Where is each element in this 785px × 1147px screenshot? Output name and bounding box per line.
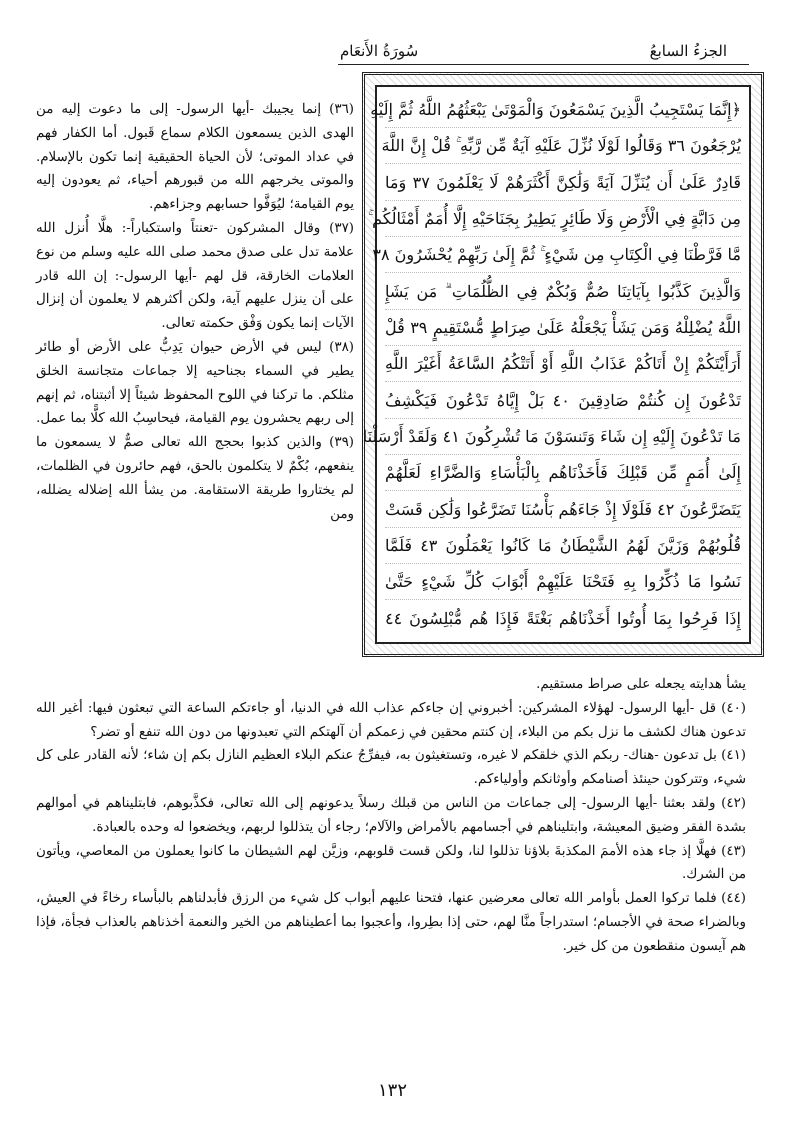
quran-text-block [362, 85, 751, 644]
tafsir-paragraph: (٣٧) وقال المشركون -تعنتاً واستكباراً-: هلَّا أُنزل الله علامة تدل على صدق محمد صلى الله عليه وسلم من نوع العلامات الخارقة، قل لهم -أيها الرسول-: إن الله قادر على أن ينزل عليهم آية، ولكن أكثرهم لا يعلمون أن إنزال الآيات إنما يكون وَفْق حكمته تعالى. [36, 220, 354, 332]
surah-header: سُورَةُ الأَنعَام [340, 42, 419, 60]
quran-line: ﴿إِنَّمَا يَسْتَجِيبُ الَّذِينَ يَسْمَعُونَ وَالْمَوْتَىٰ يَبْعَثُهُمُ اللَّهُ ثُمَّ إِلَيْهِ [385, 93, 741, 128]
quran-line: نَسُوا مَا ذُكِّرُوا بِهِ فَتَحْنَا عَلَيْهِمْ أَبْوَابَ كُلِّ شَيْءٍ حَتَّىٰ [385, 565, 741, 600]
header-rule [338, 64, 749, 65]
tafsir-side-column [36, 98, 354, 526]
juz-header: الجزءُ السابعُ [649, 42, 727, 60]
quran-line: مِن دَابَّةٍ فِي الْأَرْضِ وَلَا طَائِرٍ يَطِيرُ بِجَنَاحَيْهِ إِلَّا أُمَمٌ أَمْثَالُكُم ۚ [385, 202, 741, 237]
quran-frame [362, 72, 764, 657]
quran-line: تَدْعُونَ إِن كُنتُمْ صَادِقِينَ ٤٠ بَلْ إِيَّاهُ تَدْعُونَ فَيَكْشِفُ [385, 384, 741, 419]
tafsir-paragraph: (٤٤) فلما تركوا العمل بأوامر الله تعالى معرضين عنها، فتحنا عليهم أبواب كل شيء من الرزق فأبدلناهم بالبأساء رخاءً في العيش، وبالضراء صحة في الأجسام؛ استدراجاً منَّا لهم، حتى إذا بطِروا، وأعجبوا بما أعطيناهم من الخير والنعمة أخذناهم بالعذاب فجأة، فإذا هم آيسون منقطعون من كل خير. [36, 891, 746, 954]
tafsir-paragraph: يشأ هدايته يجعله على صراط مستقيم. [536, 677, 746, 692]
tafsir-paragraph: (٤٣) فهلَّا إذ جاء هذه الأممَ المكذبةَ بلاؤنا تذللوا لنا، ولكن قست قلوبهم، وزيَّن لهم الشيطان ما كانوا يعملون من المعاصي، ويأتون من الشرك. [36, 843, 746, 883]
quran-line: إِلَىٰ أُمَمٍ مِّن قَبْلِكَ فَأَخَذْنَاهُم بِالْبَأْسَاءِ وَالضَّرَّاءِ لَعَلَّهُمْ [385, 456, 741, 491]
quran-line: مَّا فَرَّطْنَا فِي الْكِتَابِ مِن شَيْءٍ ۚ ثُمَّ إِلَىٰ رَبِّهِمْ يُحْشَرُونَ ٣٨ [385, 238, 741, 273]
quran-line: قُلُوبُهُمْ وَزَيَّنَ لَهُمُ الشَّيْطَانُ مَا كَانُوا يَعْمَلُونَ ٤٣ فَلَمَّا [385, 529, 741, 564]
tafsir-bottom-block [36, 673, 746, 959]
quran-line: وَالَّذِينَ كَذَّبُوا بِآيَاتِنَا صُمٌّ وَبُكْمٌ فِي الظُّلُمَاتِ ۗ مَن يَشَإِ [385, 275, 741, 310]
quran-line: يَتَضَرَّعُونَ ٤٢ فَلَوْلَا إِذْ جَاءَهُم بَأْسُنَا تَضَرَّعُوا وَلَٰكِن قَسَتْ [385, 493, 741, 528]
tafsir-paragraph: (٤٢) ولقد بعثنا -أيها الرسول- إلى جماعات من الناس من قبلك رسلاً يدعونهم إلى الله تعالى، فكذَّبوهم، فابتليناهم في أموالهم بشدة الفقر وضيق المعيشة، وابتليناهم في أجسامهم بالأمراض والآلام؛ رجاء أن يتذللوا لربهم، ويخضعوا له وحده بالعبادة. [36, 795, 746, 835]
page-number [0, 1080, 785, 1101]
tafsir-paragraph: (٤١) بل تدعون -هناك- ربكم الذي خلقكم لا غيره، وتستغيثون به، فيفرِّجُ عنكم البلاء العظيم النازل بكم إن شاء؛ لأنه القادر على كل شيء، وتتركون حينئذ أصنامكم وأوثانكم وأولياءكم. [36, 748, 746, 788]
page-number-text: ١٣٢ [377, 1080, 407, 1101]
quran-line: اللَّهُ يُضْلِلْهُ وَمَن يَشَأْ يَجْعَلْهُ عَلَىٰ صِرَاطٍ مُّسْتَقِيمٍ ٣٩ قُلْ [385, 311, 741, 346]
tafsir-paragraph: (٣٦) إنما يجيبك -أيها الرسول- إلى ما دعوت إليه من الهدى الذين يسمعون الكلام سماع قَبول. أما الكفار فهم في عداد الموتى؛ لأن الحياة الحقيقية إنما تكون بالإسلام. والموتى يخرجهم الله من قبورهم أحياء، ثم يعودون إليه يوم القيامة؛ ليُوَفَّوا حسابهم وجزاءهم. [36, 102, 354, 213]
quran-line: إِذَا فَرِحُوا بِمَا أُوتُوا أَخَذْنَاهُم بَغْتَةً فَإِذَا هُم مُّبْلِسُونَ ٤٤ [385, 608, 741, 628]
quran-line: قَادِرٌ عَلَىٰ أَن يُنَزِّلَ آيَةً وَلَٰكِنَّ أَكْثَرَهُمْ لَا يَعْلَمُونَ ٣٧ وَمَا [385, 166, 741, 201]
tafsir-paragraph: (٤٠) قل -أيها الرسول- لهؤلاء المشركين: أخبروني إن جاءكم عذاب الله في الدنيا، أو جاءتكم الساعة التي تبعثون فيها: أغير الله تدعون هناك لكشف ما نزل بكم من البلاء، إن كنتم محقين في زعمكم أن آلهتكم التي تعبدونها من دون الله تنفع أو تضر؟ [36, 700, 746, 740]
tafsir-paragraph: (٣٩) والذين كذبوا بحجج الله تعالى صمٌّ لا يسمعون ما ينفعهم، بُكْمٌ لا يتكلمون بالحق، فهم حائرون في الظلمات، لم يختاروا طريقة الاستقامة. من يشأ الله إضلاله يضلله، ومن [36, 435, 354, 522]
tafsir-paragraph: (٣٨) ليس في الأرض حيوان يَدِبُّ على الأرض أو طائر يطير في السماء بجناحيه إلا جماعات متجانسة الخلق مثلكم. ما تركنا في اللوح المحفوظ شيئاً إلا أثبتناه، ثم إنهم إلى ربهم يحشرون يوم القيامة، فيحاسِبُ الله كلًّا بما عمل. [36, 339, 354, 427]
quran-line: يُرْجَعُونَ ٣٦ وَقَالُوا لَوْلَا نُزِّلَ عَلَيْهِ آيَةٌ مِّن رَّبِّهِ ۚ قُلْ إِنَّ اللَّهَ [385, 129, 741, 164]
quran-line: مَا تَدْعُونَ إِلَيْهِ إِن شَاءَ وَتَنسَوْنَ مَا تُشْرِكُونَ ٤١ وَلَقَدْ أَرْسَلْنَا [385, 420, 741, 455]
quran-line: أَرَأَيْتَكُمْ إِنْ أَتَاكُمْ عَذَابُ اللَّهِ أَوْ أَتَتْكُمُ السَّاعَةُ أَغَيْرَ اللَّهِ [385, 347, 741, 382]
